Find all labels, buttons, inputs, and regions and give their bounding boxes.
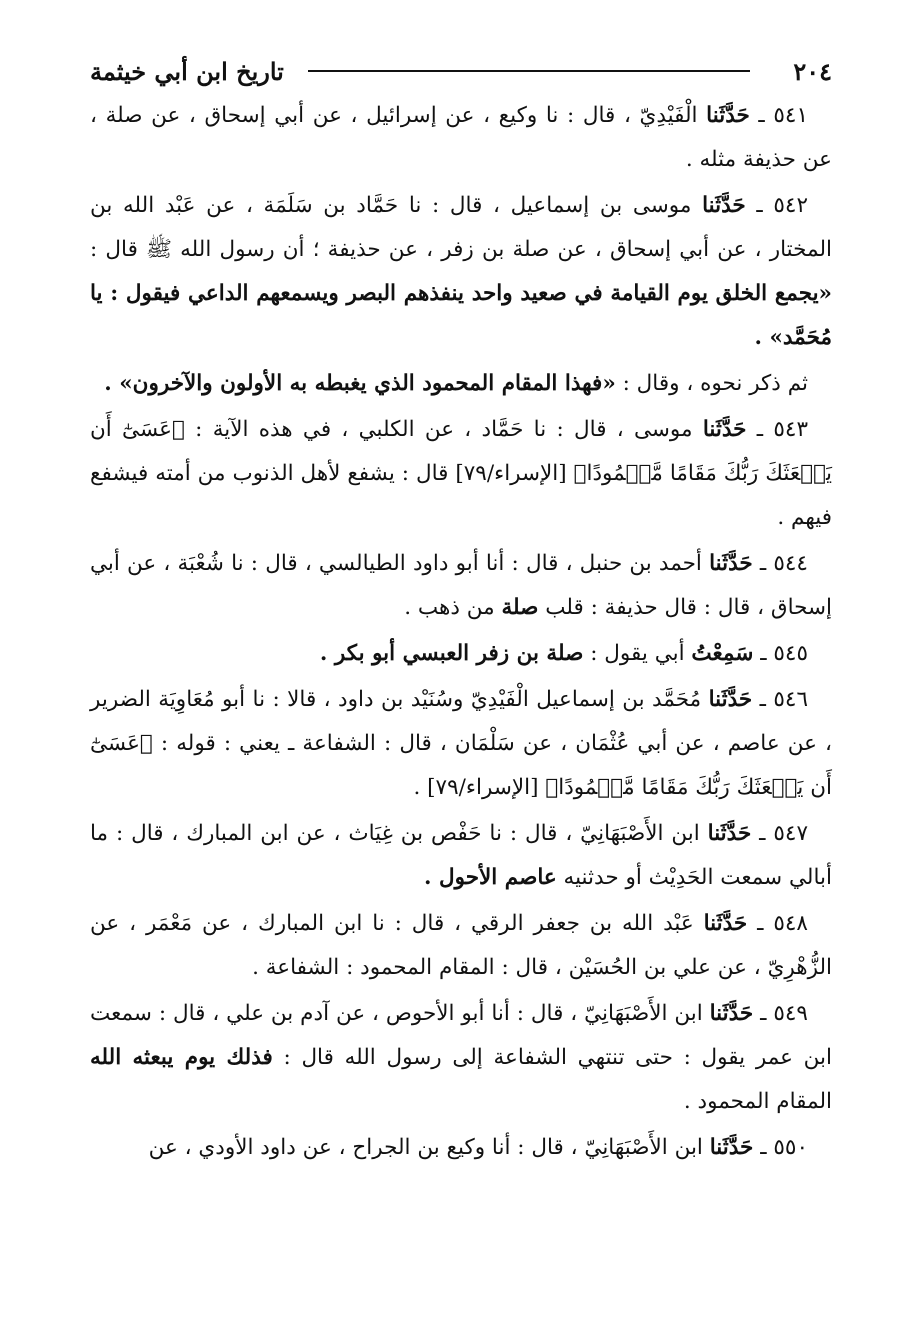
entry-545: ٥٤٥ ـ سَمِعْتُ أبي يقول : صلة بن زفر العبسي أبو بكر . — [319, 641, 808, 666]
running-title: تاريخ ابن أبي خيثمة — [90, 56, 284, 86]
entry-546: ٥٤٦ ـ حَدَّثَنا مُحَمَّد بن إسماعيل الْفَيْدِيّ وسُنَيْد بن داود ، قالا : نا أبو مُعَاوِيَة الضرير ، عن عاصم ، عن أبي عُثْمَان ، عن سَلْمَان ، قال : الشفاعة ـ يعني : قوله : ﴿عَسَىٰٓ أَن يَبۡعَثَكَ رَبُّكَ مَقَامًا مَّحۡمُودًا﴾ [الإسراء/٧٩] . — [90, 687, 832, 800]
entry-542-continuation: ثم ذكر نحوه ، وقال : «فهذا المقام المحمود الذي يغبطه به الأولون والآخرون» . — [104, 371, 808, 396]
entry-547: ٥٤٧ ـ حَدَّثَنا ابن الأَصْبَهَانِيّ ، قال : نا حَفْص بن غِيَاث ، عن ابن المبارك ، قال : ما أبالي سمعت الحَدِيْث أو حدثنيه عاصم الأحول . — [90, 821, 832, 890]
entry-543: ٥٤٣ ـ حَدَّثَنا موسى ، قال : نا حَمَّاد ، عن الكلبي ، في هذه الآية : ﴿عَسَىٰٓ أَن يَبۡعَثَكَ رَبُّكَ مَقَامًا مَّحۡمُودًا﴾ [الإسراء/٧٩] قال : يشفع لأهل الذنوب من أمته فيشفع فيهم . — [90, 417, 832, 530]
entry-541: ٥٤١ ـ حَدَّثَنا الْفَيْدِيّ ، قال : نا وكيع ، عن إسرائيل ، عن أبي إسحاق ، عن صلة ، عن حذيفة مثله . — [90, 103, 832, 172]
entry-544: ٥٤٤ ـ حَدَّثَنا أحمد بن حنبل ، قال : أنا أبو داود الطيالسي ، قال : نا شُعْبَة ، عن أبي إسحاق ، قال : قال حذيفة : قلب صلة من ذهب . — [90, 551, 832, 620]
document-page — [90, 48, 832, 1308]
entry-542: ٥٤٢ ـ حَدَّثَنا موسى بن إسماعيل ، قال : نا حَمَّاد بن سَلَمَة ، عن عَبْد الله بن المختار ، عن أبي إسحاق ، عن صلة بن زفر ، عن حذيفة ؛ أن رسول الله ﷺ قال : «يجمع الخلق يوم القيامة في صعيد واحد ينفذهم البصر ويسمعهم الداعي فيقول : يا مُحَمَّد» . — [90, 193, 832, 350]
entry-549: ٥٤٩ ـ حَدَّثَنا ابن الأَصْبَهَانِيّ ، قال : أنا أبو الأحوص ، عن آدم بن علي ، قال : سمعت ابن عمر يقول : حتى تنتهي الشفاعة إلى رسول الله قال : فذلك يوم يبعثه الله المقام المحمود . — [90, 1001, 833, 1114]
header-rule — [308, 70, 750, 72]
page-number: ٢٠٤ — [793, 56, 832, 86]
page-header — [90, 48, 832, 94]
entry-548: ٥٤٨ ـ حَدَّثَنا عَبْد الله بن جعفر الرقي ، قال : نا ابن المبارك ، عن مَعْمَر ، عن الزُّهْرِيّ ، عن علي بن الحُسَيْن ، قال : المقام المحمود : الشفاعة . — [90, 911, 832, 980]
entry-550: ٥٥٠ ـ حَدَّثَنا ابن الأَصْبَهَانِيّ ، قال : أنا وكيع بن الجراح ، عن داود الأودي ، عن — [148, 1135, 808, 1160]
